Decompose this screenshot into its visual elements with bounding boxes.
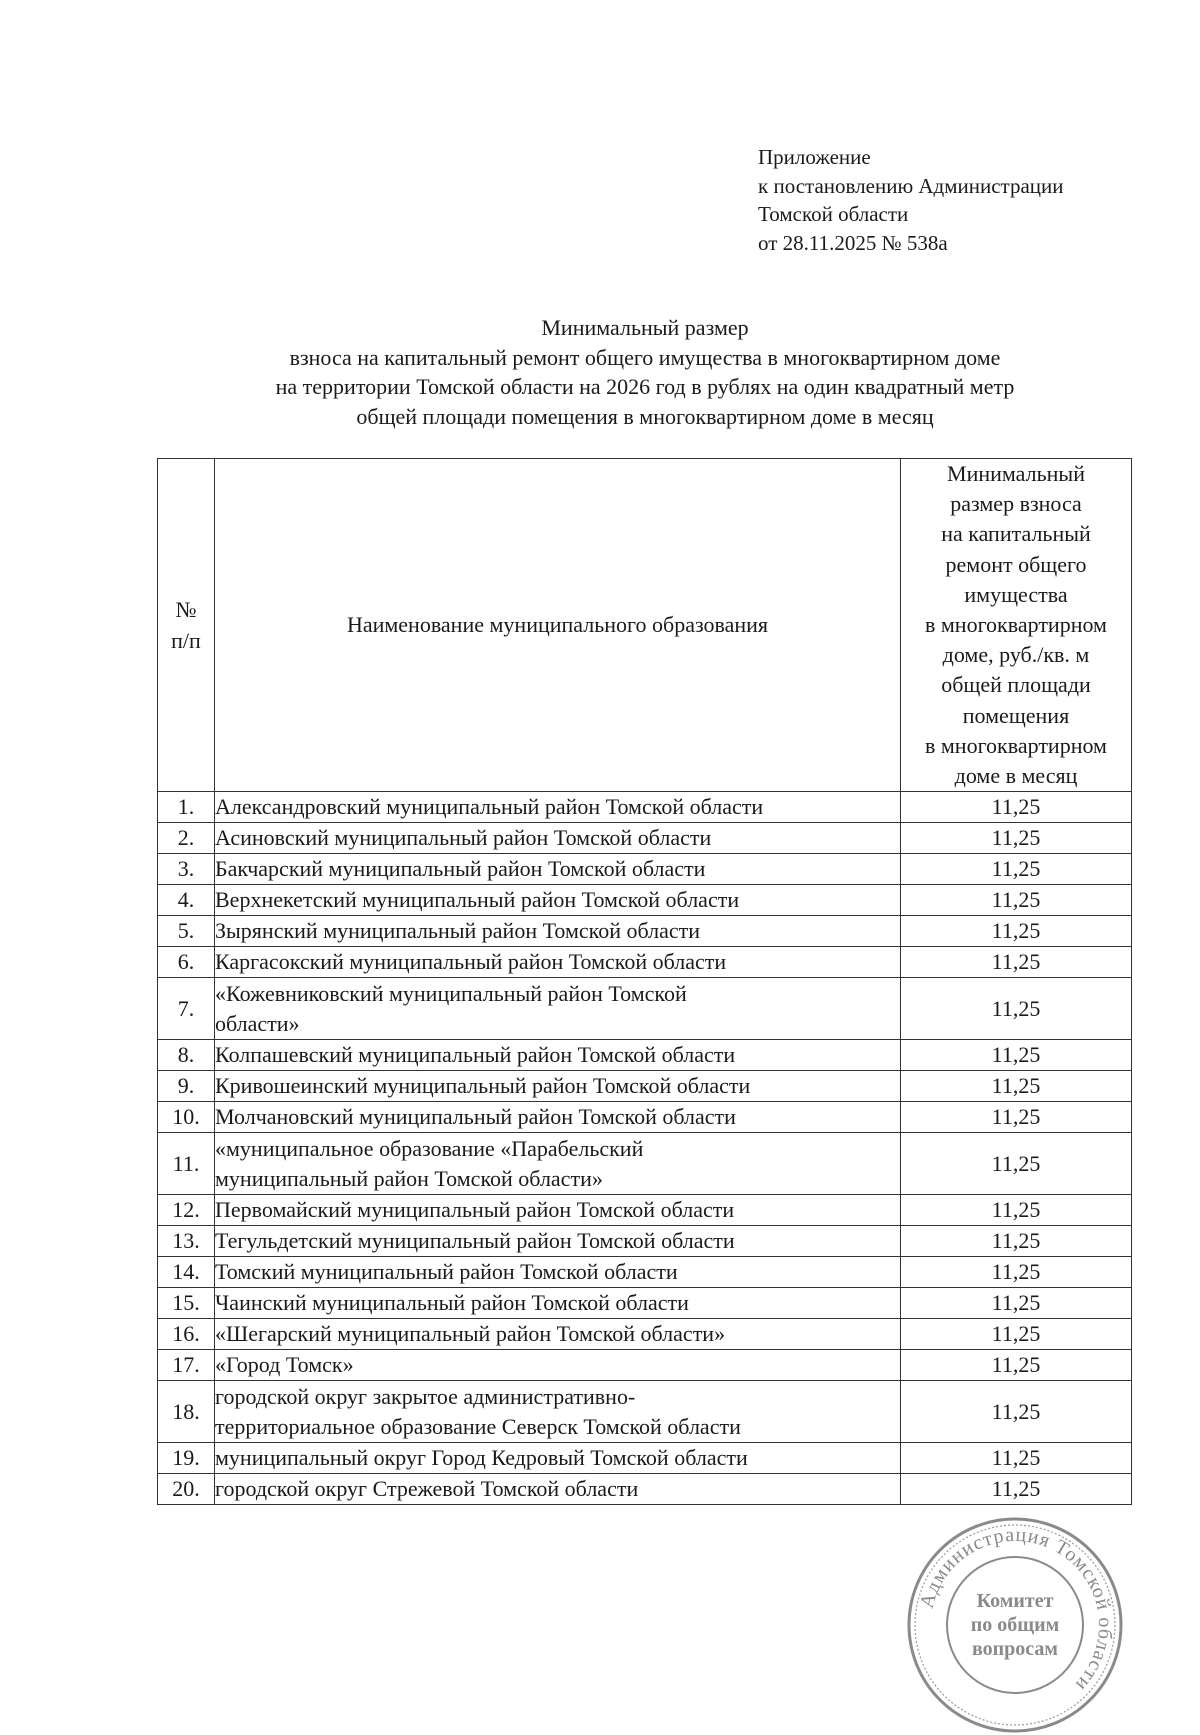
table-row [158,1257,1132,1288]
title-line: на территории Томской области на 2026 год в рублях на один квадратный метр [275,374,1015,399]
row-municipality-line: Верхнекетский муниципальный район Томской области [215,887,740,913]
row-rate: 11,25 [901,823,1132,854]
row-municipality-line: Тегульдетский муниципальный район Томской области [215,1228,735,1254]
table-row [158,1195,1132,1226]
row-number: 4. [158,885,215,916]
title-line: общей площади помещения в многоквартирном доме в месяц [356,403,934,429]
row-municipality-line: Кривошеинский муниципальный район Томской области [215,1073,751,1099]
row-municipality-line: Первомайский муниципальный район Томской области [215,1197,735,1223]
table-header-row [158,459,1132,792]
row-rate: 11,25 [901,978,1132,1040]
row-municipality-line: Александровский муниципальный район Томской области [215,794,764,820]
row-municipality [215,1102,901,1133]
document-title [150,313,1140,431]
row-rate: 11,25 [901,885,1132,916]
row-municipality [215,1071,901,1102]
row-municipality [215,1288,901,1319]
appendix-line: Приложение [758,145,871,169]
table-row [158,823,1132,854]
rates-table [157,458,1132,1505]
row-number: 15. [158,1288,215,1319]
row-municipality [215,1040,901,1071]
table-row [158,1102,1132,1133]
header-rate-line: в многоквартирном [925,612,1107,638]
row-rate: 11,25 [901,1257,1132,1288]
appendix-line: Томской области [758,202,909,226]
row-municipality-line: городской округ закрытое административно- [215,1384,636,1410]
row-municipality [215,1319,901,1350]
row-number: 7. [158,978,215,1040]
row-municipality-line: Томский муниципальный район Томской области [215,1259,678,1285]
row-municipality [215,1133,901,1195]
table-row [158,916,1132,947]
header-rate-line: доме в месяц [954,763,1078,789]
row-rate: 11,25 [901,1226,1132,1257]
header-rate-line: размер взноса [950,491,1082,517]
table-row [158,978,1132,1040]
row-municipality-line: Бакчарский муниципальный район Томской области [215,856,706,882]
row-number: 12. [158,1195,215,1226]
row-number: 13. [158,1226,215,1257]
row-municipality-line: Молчановский муниципальный район Томской области [215,1104,736,1130]
table-row [158,885,1132,916]
table-row [158,1040,1132,1071]
row-number: 8. [158,1040,215,1071]
row-number: 20. [158,1474,215,1505]
header-municipality: Наименование муниципального образования [215,459,901,792]
header-rate-line: доме, руб./кв. м [942,642,1090,668]
row-municipality [215,885,901,916]
row-rate: 11,25 [901,792,1132,823]
row-number: 11. [158,1133,215,1195]
row-rate: 11,25 [901,1195,1132,1226]
table-row [158,792,1132,823]
appendix-line: к постановлению Администрации [758,173,1064,198]
row-number: 9. [158,1071,215,1102]
row-municipality [215,1226,901,1257]
table-row [158,1288,1132,1319]
header-rate-line: общей площади [941,672,1091,698]
seal-ring-text-path: Администрация Томской области [915,1523,1117,1697]
row-rate: 11,25 [901,1133,1132,1195]
row-number: 16. [158,1319,215,1350]
table-row [158,854,1132,885]
row-number: 19. [158,1443,215,1474]
row-municipality [215,947,901,978]
row-municipality [215,1350,901,1381]
row-number: 3. [158,854,215,885]
header-rate-line: в многоквартирном [925,732,1107,758]
header-rate-line: помещения [962,702,1070,728]
row-number: 1. [158,792,215,823]
row-municipality-line: «Город Томск» [215,1352,354,1378]
row-municipality-line: Колпашевский муниципальный район Томской области [215,1042,736,1068]
row-municipality [215,1474,901,1505]
appendix-note [758,143,1064,257]
row-rate: 11,25 [901,1350,1132,1381]
row-municipality-line: муниципальный район Томской области» [215,1165,603,1191]
seal-center-line: по общим [970,1614,1060,1636]
row-rate: 11,25 [901,916,1132,947]
table-row [158,947,1132,978]
header-rate-line: ремонт общего [945,551,1087,577]
header-number [158,459,215,792]
row-municipality [215,1443,901,1474]
row-rate: 11,25 [901,1040,1132,1071]
row-municipality [215,854,901,885]
header-min-rate [901,459,1132,792]
row-municipality [215,1381,901,1443]
row-municipality [215,978,901,1040]
table-row [158,1381,1132,1443]
header-number-line: № [175,597,197,623]
row-rate: 11,25 [901,1102,1132,1133]
row-number: 17. [158,1350,215,1381]
table-row [158,1071,1132,1102]
row-number: 2. [158,823,215,854]
row-municipality-line: территориальное образование Северск Томской области [215,1413,741,1439]
row-rate: 11,25 [901,854,1132,885]
table-row [158,1319,1132,1350]
row-municipality [215,792,901,823]
official-seal-stamp [905,1515,1125,1735]
row-municipality-line: муниципальный округ Город Кедровый Томской области [215,1445,748,1471]
title-line: взноса на капитальный ремонт общего имущества в многоквартирном доме [289,344,1001,370]
header-rate-line: имущества [964,581,1068,607]
table-row [158,1133,1132,1195]
row-number: 6. [158,947,215,978]
row-municipality-line: Зырянский муниципальный район Томской области [215,918,701,944]
row-municipality [215,823,901,854]
appendix-date-number: от 28.11.2025 № 538а [758,230,948,255]
row-rate: 11,25 [901,947,1132,978]
seal-center-line: вопросам [971,1638,1059,1660]
row-municipality-line: «Шегарский муниципальный район Томской области» [215,1321,726,1347]
header-rate-line: Минимальный [947,461,1085,486]
header-number-line: п/п [171,628,201,654]
row-municipality [215,916,901,947]
row-rate: 11,25 [901,1474,1132,1505]
row-municipality-line: «муниципальное образование «Парабельский [215,1136,644,1162]
row-municipality-line: Асиновский муниципальный район Томской области [215,825,712,851]
table-row [158,1474,1132,1505]
table-row [158,1226,1132,1257]
table-row [158,1443,1132,1474]
title-line: Минимальный размер [541,315,749,340]
row-number: 5. [158,916,215,947]
row-municipality-line: области» [215,1010,300,1036]
row-rate: 11,25 [901,1381,1132,1443]
row-municipality-line: городской округ Стрежевой Томской области [215,1476,639,1502]
row-number: 10. [158,1102,215,1133]
row-municipality [215,1257,901,1288]
row-municipality-line: Каргасокский муниципальный район Томской области [215,949,727,975]
header-rate-line: на капитальный [941,521,1091,547]
row-rate: 11,25 [901,1288,1132,1319]
row-municipality-line: «Кожевниковский муниципальный район Томской [215,981,687,1007]
seal-center-line: Комитет [976,1590,1054,1612]
row-rate: 11,25 [901,1071,1132,1102]
row-rate: 11,25 [901,1319,1132,1350]
row-municipality-line: Чаинский муниципальный район Томской области [215,1290,689,1316]
table-row [158,1350,1132,1381]
row-municipality [215,1195,901,1226]
row-number: 18. [158,1381,215,1443]
row-number: 14. [158,1257,215,1288]
row-rate: 11,25 [901,1443,1132,1474]
